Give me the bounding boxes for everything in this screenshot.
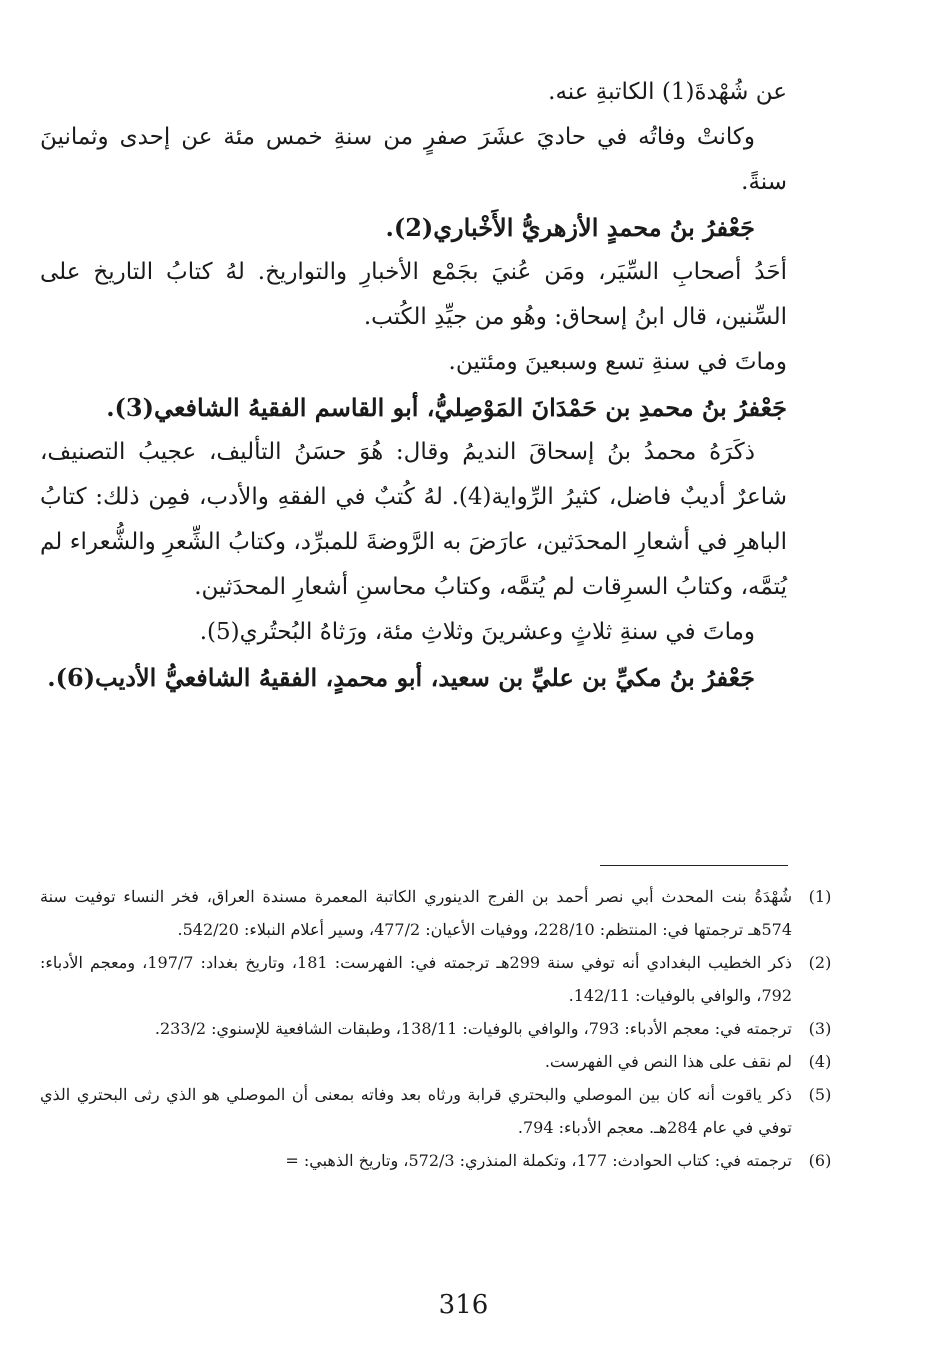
text-paragraph: ذكَرَهُ محمدُ بنُ إسحاقَ النديمُ وقال: هُوَ حسَنُ التأليف، عجيبُ التصنيف، شاعرٌ أديبٌ فاضل، كثيرُ الرِّواية(4). لهُ كُتبٌ في الفقهِ والأدب، فمِن ذلك: كتابُ الباهرِ في أشعارِ المحدَثين، عارَضَ به الرَّوضةَ للمبرِّد، وكتابُ الشِّعرِ والشُّعراء لم يُتمَّه، وكتابُ السرِقات لم يُتمَّه، وكتابُ محاسنِ أشعارِ المحدَثين.: [40, 439, 787, 600]
footnote-number: (6): [808, 1151, 832, 1170]
footnote-number: (4): [808, 1052, 832, 1071]
text-paragraph: وماتَ في سنةِ ثلاثٍ وعشرينَ وثلاثِ مئة، ورَثاهُ البُحتُري(5).: [199, 619, 755, 645]
text-paragraph: وماتَ في سنةِ تسع وسبعينَ ومئتين.: [448, 349, 787, 375]
footnote-number: (3): [808, 1019, 832, 1038]
footnote: [40, 1078, 832, 1144]
footnote-separator: [600, 865, 788, 866]
footnote-text: شُهْدَةُ بنت المحدث أبي نصر أحمد بن الفرج الدينوري الكاتبة المعمرة مسندة العراق، فخر النساء توفيت سنة 574هـ ترجمتها في: المنتظم: 228/10، ووفيات الأعيان: 477/2، وسير أعلام النبلاء: 542/20.: [40, 887, 792, 939]
text-line: عن شُهْدةَ(1) الكاتبةِ عنه.: [548, 79, 787, 105]
footnote-text: ترجمته في: معجم الأدباء: 793، والوافي بالوفيات: 138/11، وطبقات الشافعية للإسنوي: 233/2.: [154, 1019, 792, 1038]
footnote-number: (5): [808, 1085, 832, 1104]
footnote-text: ذكر الخطيب البغدادي أنه توفي سنة 299هـ ترجمته في: الفهرست: 181، وتاريخ بغداد: 197/7، ومعجم الأدباء: 792، والوافي بالوفيات: 142/11.: [40, 953, 792, 1005]
footnote: [40, 1045, 832, 1078]
main-text: [40, 70, 787, 700]
footnote-number: (2): [808, 953, 832, 972]
text-paragraph: أحَدُ أصحابِ السِّيَر، ومَن عُنيَ بجَمْع الأخبارِ والتواريخ. لهُ كتابُ التاريخ على السِّنين، قال ابنُ إسحاق: وهُو من جيِّدِ الكُتب.: [40, 259, 787, 330]
footnote-text: ذكر ياقوت أنه كان بين الموصلي والبحتري قرابة ورثاه بعد وفاته بمعنى أن الموصلي هو الذي رثى البحتري الذي توفي في عام 284هـ. معجم الأدباء: 794.: [40, 1085, 792, 1137]
footnote-text: ترجمته في: كتاب الحوادث: 177، وتكملة المنذري: 572/3، وتاريخ الذهبي: =: [285, 1151, 792, 1170]
text-paragraph: وكانتْ وفاتُه في حاديَ عشَرَ صفرٍ من سنةِ خمس مئة عن إحدى وثمانينَ سنةً.: [40, 124, 787, 195]
entry-heading: جَعْفرُ بنُ محمدِ بن حَمْدَانَ المَوْصِليُّ، أبو القاسم الفقيهُ الشافعي(3).: [106, 393, 787, 422]
footnote: [40, 880, 832, 946]
footnote-text: لم نقف على هذا النص في الفهرست.: [544, 1052, 792, 1071]
footnote: [40, 946, 832, 1012]
entry-heading: جَعْفرُ بنُ مكيِّ بن عليِّ بن سعيد، أبو محمدٍ، الفقيهُ الشافعيُّ الأديب(6).: [47, 663, 755, 692]
footnotes: [40, 880, 832, 1177]
entry-heading: جَعْفرُ بنُ محمدٍ الأزهريُّ الأَخْباري(2).: [385, 213, 755, 242]
page-number: 316: [438, 1290, 489, 1320]
footnote-number: (1): [808, 887, 832, 906]
footnote: [40, 1012, 832, 1045]
footnote: [40, 1144, 832, 1177]
